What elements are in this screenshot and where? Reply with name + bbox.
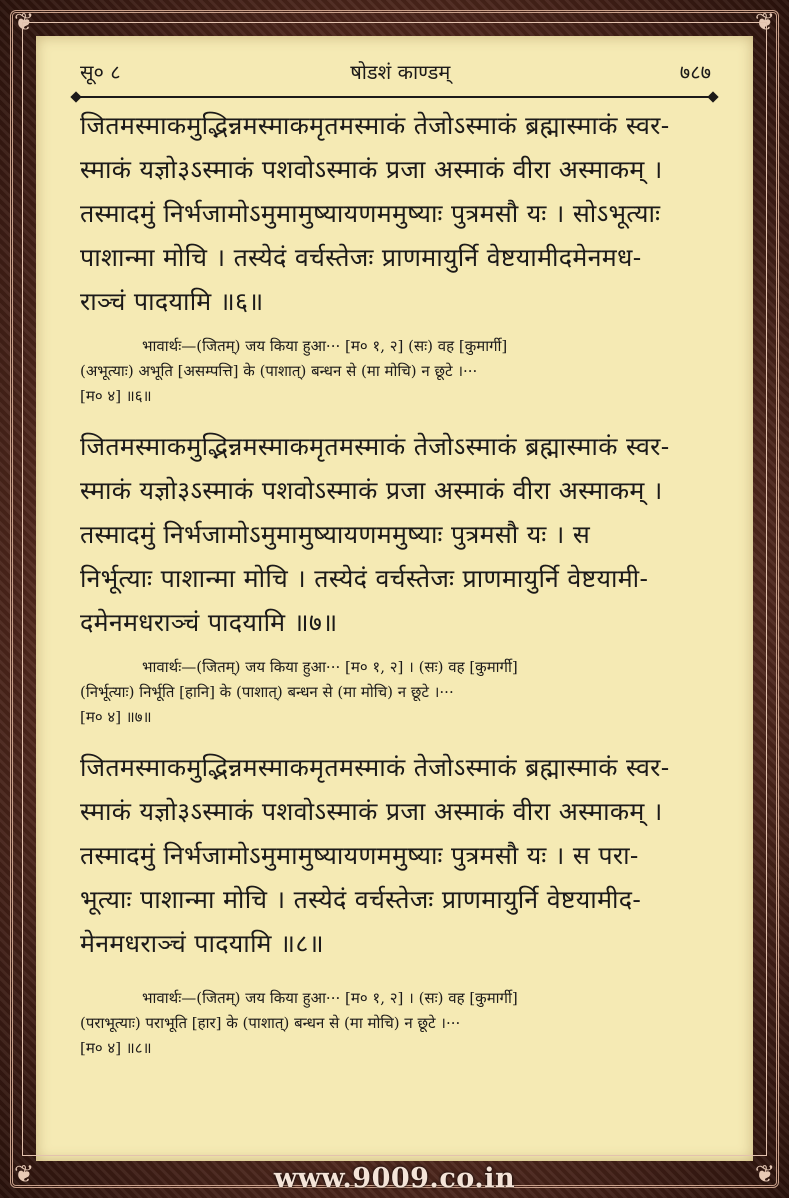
commentary-7 (80, 655, 713, 730)
mantra-8 (80, 746, 713, 966)
commentary-6 (80, 334, 713, 409)
corner-ornament-icon: ❦ (754, 1160, 775, 1188)
page-content (80, 104, 713, 1077)
verse-line: दमेनमधराञ्चं पादयामि ॥७॥ (80, 608, 338, 637)
commentary-8 (80, 986, 713, 1061)
page-number: ७८७ (679, 60, 711, 84)
gloss-line: भावार्थः—(जितम्) जय किया हुआ··· [म० १, २] । (सः) वह [कुमार्गी] (142, 989, 518, 1007)
verse-line: स्माकं यज्ञो३ऽस्माकं पशवोऽस्माकं प्रजा अस्माकं वीरा अस्माकम् । (80, 155, 663, 184)
gloss-line: [म० ४] ॥७॥ (80, 708, 152, 726)
verse-line: तस्मादमुं निर्भजामोऽमुमामुष्यायणममुष्याः पुत्रमसौ यः । स परा- (80, 841, 639, 870)
page-paper (36, 36, 753, 1161)
verse-line: तस्मादमुं निर्भजामोऽमुमामुष्यायणममुष्याः पुत्रमसौ यः । स (80, 520, 591, 549)
corner-ornament-icon: ❦ (14, 1160, 35, 1188)
header-divider (76, 96, 713, 98)
gloss-line: भावार्थः—(जितम्) जय किया हुआ··· [म० १, २] । (सः) वह [कुमार्गी] (142, 658, 518, 676)
sukta-number: सू० ८ (80, 60, 121, 84)
corner-ornament-icon: ❦ (754, 8, 775, 36)
verse-line: तस्मादमुं निर्भजामोऽमुमामुष्यायणममुष्याः पुत्रमसौ यः । सोऽभूत्याः (80, 199, 661, 228)
kanda-title: षोडशं काण्डम् (350, 60, 451, 84)
mantra-7 (80, 425, 713, 645)
gloss-line: [म० ४] ॥८॥ (80, 1039, 152, 1057)
verse-line: स्माकं यज्ञो३ऽस्माकं पशवोऽस्माकं प्रजा अस्माकं वीरा अस्माकम् । (80, 476, 663, 505)
gloss-line: (अभूत्याः) अभूति [असम्पत्ति] के (पाशात्) बन्धन से (मा मोचि) न छूटे ।··· (80, 362, 478, 380)
page-header (80, 58, 711, 94)
gloss-line: [म० ४] ॥६॥ (80, 387, 152, 405)
gloss-line: (निर्भूत्याः) निर्भूति [हानि] के (पाशात्) बन्धन से (मा मोचि) न छूटे ।··· (80, 683, 454, 701)
verse-line: स्माकं यज्ञो३ऽस्माकं पशवोऽस्माकं प्रजा अस्माकं वीरा अस्माकम् । (80, 797, 663, 826)
verse-line: निर्भूत्याः पाशान्मा मोचि । तस्येदं वर्चस्तेजः प्राणमायुर्नि वेष्टयामी- (80, 564, 649, 593)
gloss-line: (पराभूत्याः) पराभूति [हार] के (पाशात्) बन्धन से (मा मोचि) न छूटे ।··· (80, 1014, 461, 1032)
verse-line: जितमस्माकमुद्भिन्नमस्माकमृतमस्माकं तेजोऽस्माकं ब्रह्मास्माकं स्वर- (80, 753, 670, 782)
website-url: www.9009.co.in (273, 1163, 516, 1194)
verse-line: भूत्याः पाशान्मा मोचि । तस्येदं वर्चस्तेजः प्राणमायुर्नि वेष्टयामीद- (80, 885, 642, 914)
verse-line: जितमस्माकमुद्भिन्नमस्माकमृतमस्माकं तेजोऽस्माकं ब्रह्मास्माकं स्वर- (80, 111, 670, 140)
verse-line: जितमस्माकमुद्भिन्नमस्माकमृतमस्माकं तेजोऽस्माकं ब्रह्मास्माकं स्वर- (80, 432, 670, 461)
verse-line: मेनमधराञ्चं पादयामि ॥८॥ (80, 929, 324, 958)
verse-line: पाशान्मा मोचि । तस्येदं वर्चस्तेजः प्राणमायुर्नि वेष्टयामीदमेनमध- (80, 243, 642, 272)
corner-ornament-icon: ❦ (14, 8, 35, 36)
verse-line: राञ्चं पादयामि ॥६॥ (80, 287, 264, 316)
mantra-6 (80, 104, 713, 324)
gloss-line: भावार्थः—(जितम्) जय किया हुआ··· [म० १, २] (सः) वह [कुमार्गी] (142, 337, 508, 355)
